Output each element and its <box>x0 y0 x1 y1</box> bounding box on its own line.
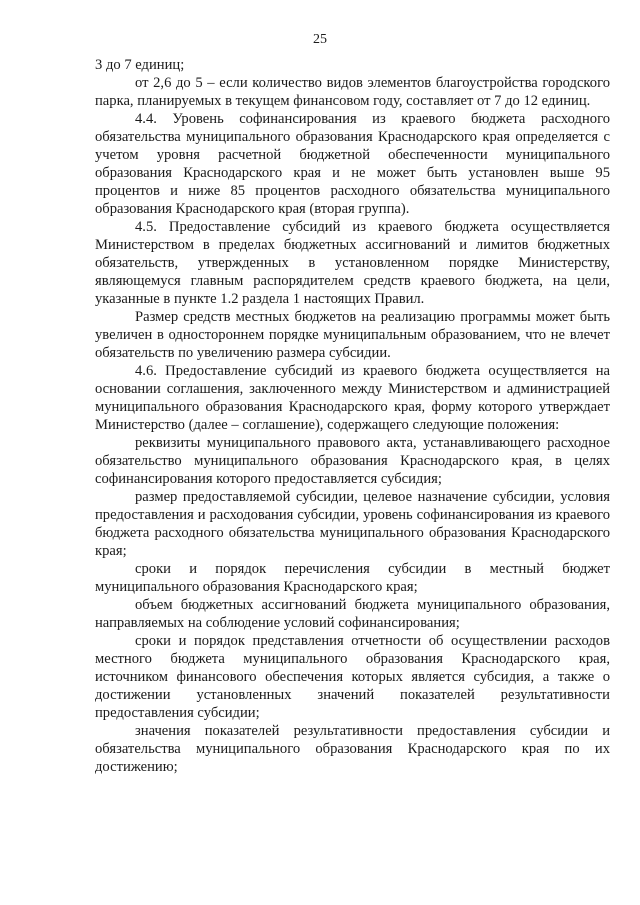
document-body <box>95 56 610 776</box>
list-item-performance-indicators: значения показателей результативности предоставления субсидии и обязательства муниципального образования Краснодарского края по их достижению; <box>95 723 610 775</box>
paragraph-4-4: 4.4. Уровень софинансирования из краевого бюджета расходного обязательства муниципального образования Краснодарского края определяется с учетом уровня расчетной бюджетной обеспеченности муниципального образования Краснодарского края и не может быть установлен выше 95 процентов и ниже 85 процентов расходного обязательства муниципального образования Краснодарского края (вторая группа). <box>95 111 610 217</box>
paragraph-4-6: 4.6. Предоставление субсидий из краевого бюджета осуществляется на основании соглашения, заключенного между Министерством и администрацией муниципального образования Краснодарского края, форму которого утверждает Министерство (далее – соглашение), содержащего следующие положения: <box>95 363 610 433</box>
paragraph-4-5: 4.5. Предоставление субсидий из краевого бюджета осуществляется Министерством в пределах бюджетных ассигнований и лимитов бюджетных обязательств, утвержденных в установленном порядке Министерству, являющемуся главным распорядителем средств краевого бюджета, на цели, указанные в пункте 1.2 раздела 1 настоящих Правил. <box>95 219 610 307</box>
paragraph-local-budget: Размер средств местных бюджетов на реализацию программы может быть увеличен в одностороннем порядке муниципальным образованием, что не влечет обязательств по увеличению размера субсидии. <box>95 309 610 361</box>
list-item-reporting: сроки и порядок представления отчетности об осуществлении расходов местного бюджета муниципального образования Краснодарского края, источником финансового обеспечения которых является субсидия, а также о достижении установленных значений показателей результативности предоставления субсидии; <box>95 633 610 721</box>
page-number: 25 <box>313 32 327 47</box>
list-item-budget-allocations: объем бюджетных ассигнований бюджета муниципального образования, направляемых на соблюдение условий софинансирования; <box>95 597 610 631</box>
list-item-legal-act: реквизиты муниципального правового акта, устанавливающего расходное обязательство муниципального образования Краснодарского края, в целях софинансирования которого предоставляется субсидия; <box>95 435 610 487</box>
list-item-subsidy-amount: размер предоставляемой субсидии, целевое назначение субсидии, условия предоставления и расходования субсидии, уровень софинансирования из краевого бюджета расходного обязательства муниципального образования Краснодарского края; <box>95 489 610 559</box>
paragraph-coefficient-range: от 2,6 до 5 – если количество видов элементов благоустройства городского парка, планируемых в текущем финансовом году, составляет от 7 до 12 единиц. <box>95 75 610 109</box>
paragraph-continuation: 3 до 7 единиц; <box>95 57 185 73</box>
list-item-transfer-terms: сроки и порядок перечисления субсидии в местный бюджет муниципального образования Краснодарского края; <box>95 561 610 595</box>
